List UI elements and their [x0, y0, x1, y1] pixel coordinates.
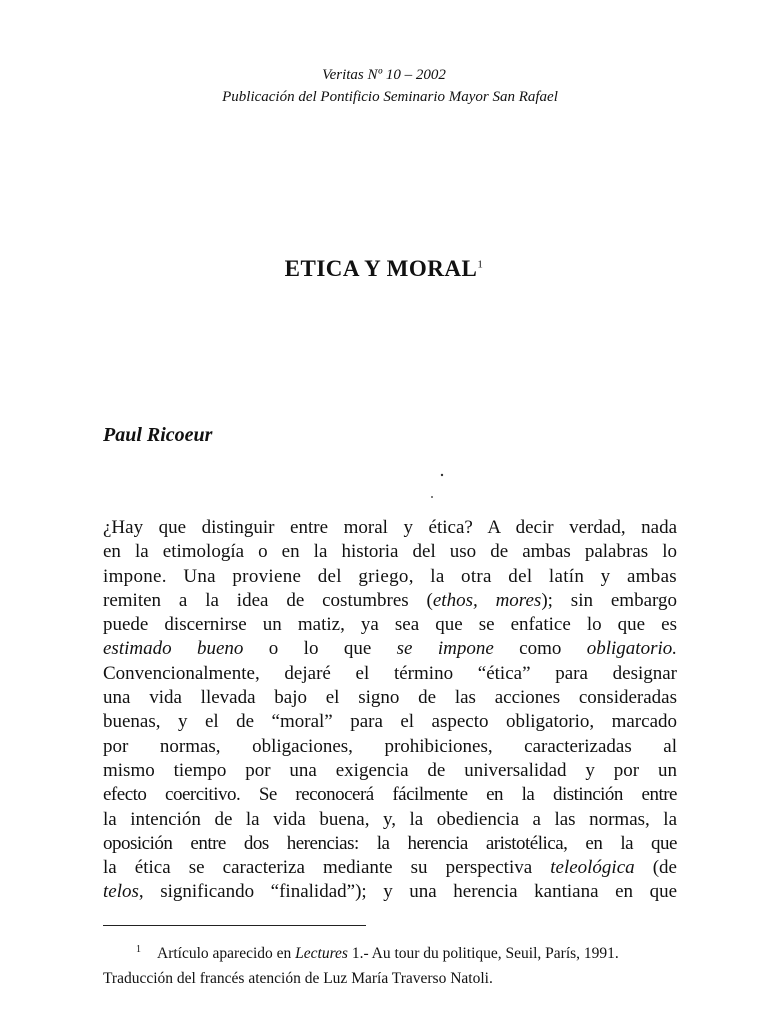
body-line: estimado bueno o lo que se impone como obligatorio. — [103, 638, 678, 660]
footnote-line: Traducción del francés atención de Luz María Traverso Natoli. — [103, 970, 493, 988]
author-name: Paul Ricoeur — [103, 424, 213, 446]
publication-line: Publicación del Pontificio Seminario Mayor San Rafael — [222, 89, 558, 105]
title-text: ETICA Y MORAL — [284, 256, 478, 281]
journal-issue: Veritas Nº 10 – 2002 — [322, 67, 446, 83]
footnote-number: 1 — [136, 944, 141, 955]
body-line: Convencionalmente, dejaré el término “ética” para designar — [103, 662, 677, 684]
article-title — [0, 256, 768, 282]
body-line: efecto coercitivo. Se reconocerá fácilmente en la distinción entre — [103, 784, 677, 806]
body-line: remiten a la idea de costumbres (ethos, mores); sin embargo — [103, 589, 677, 611]
body-line: la intención de la vida buena, y, la obediencia a las normas, la — [103, 808, 677, 830]
page-header — [0, 64, 768, 108]
body-line: oposición entre dos herencias: la herencia aristotélica, en la que — [103, 832, 677, 854]
body-line: mismo tiempo por una exigencia de universalidad y por un — [103, 759, 677, 781]
body-line: telos, significando “finalidad”); y una herencia kantiana en que — [103, 881, 677, 903]
title-footnote-marker: 1 — [477, 258, 484, 271]
body-line: en la etimología o en la historia del uso de ambas palabras lo — [103, 541, 677, 563]
footnote-divider — [103, 925, 366, 926]
body-line: impone. Una proviene del griego, la otra del latín y ambas — [103, 565, 677, 587]
body-line: buenas, y el de “moral” para el aspecto obligatorio, marcado — [103, 711, 677, 733]
footnote — [103, 937, 677, 991]
body-line: por normas, obligaciones, prohibiciones, caracterizadas al — [103, 735, 677, 757]
body-line: una vida llevada bajo el signo de las acciones consideradas — [103, 687, 677, 709]
body-line: la ética se caracteriza mediante su perspectiva teleológica (de — [103, 857, 677, 879]
body-line: puede discernirse un matiz, ya sea que se enfatice lo que es — [103, 614, 677, 636]
body-paragraph — [103, 516, 677, 905]
body-line: ¿Hay que distinguir entre moral y ética? A decir verdad, nada — [103, 517, 677, 538]
footnote-line: $^1$ Artículo aparecido en Lectures 1.- Au tour du politique, Seuil, París, 1991. — [136, 944, 619, 963]
